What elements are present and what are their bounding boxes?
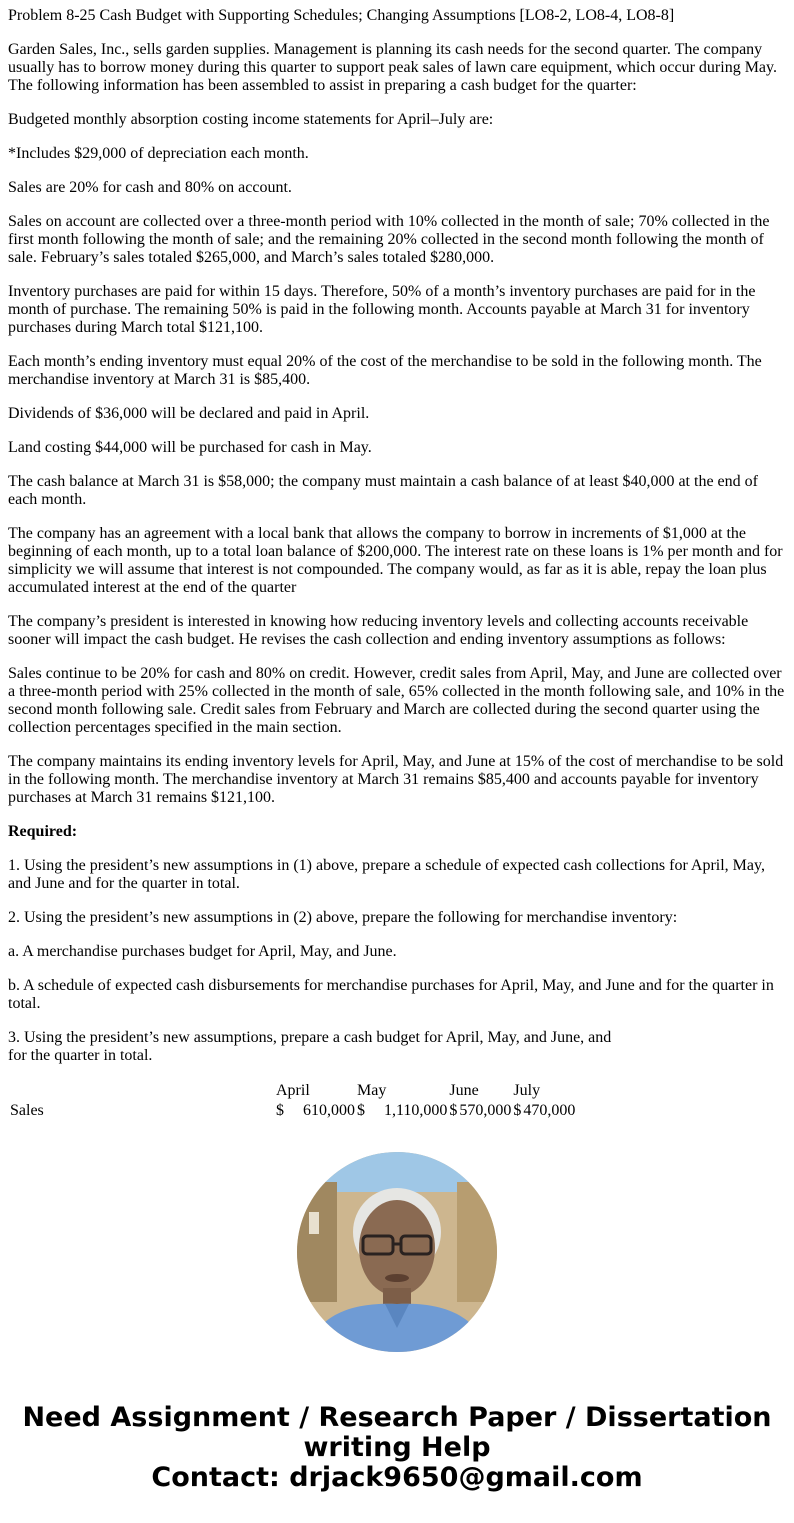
paragraph-inventory-purchases: Inventory purchases are paid for within 15 days. Therefore, 50% of a month’s inventory purchases are paid for in the month of purchase. The remaining 50% is paid in the following month. Accounts payable at March 31 for inventory purchases during March total $121,100. <box>8 283 756 336</box>
table-cell-currency: $ <box>357 1102 365 1119</box>
paragraph-new-inventory: The company maintains its ending inventory levels for April, May, and June at 15% of the cost of merchandise to be sold in the following month. The merchandise inventory at March 31 remains $85,400 and accounts payable for inventory purchases at March 31 remains $121,100. <box>8 753 784 806</box>
avatar-portrait-icon <box>297 1152 497 1352</box>
paragraph-president: The company’s president is interested in knowing how reducing inventory levels and collecting accounts receivable sooner will impact the cash budget. He revises the cash collection and ending inventory assumptions as follows: <box>8 613 749 648</box>
requirement-1: 1. Using the president’s new assumptions in (1) above, prepare a schedule of expected cash collections for April, May, and June and for the quarter in total. <box>8 857 765 892</box>
table-header-row <box>8 1081 576 1101</box>
avatar <box>297 1152 497 1352</box>
table-cell-currency: $ <box>513 1102 522 1119</box>
requirement-3-line1: 3. Using the president’s new assumptions, prepare a cash budget for April, May, and June, and <box>8 1029 612 1046</box>
paragraph-income-statements: Budgeted monthly absorption costing income statements for April–July are: <box>8 111 494 128</box>
table-cell-currency: $ <box>276 1102 284 1119</box>
paragraph-intro: Garden Sales, Inc., sells garden supplies. Management is planning its cash needs for the second quarter. The company usually has to borrow money during this quarter to support peak sales of lawn care equipment, which occur during May. The following information has been assembled to assist in preparing a cash budget for the quarter: <box>8 41 777 94</box>
paragraph-sales-split: Sales are 20% for cash and 80% on account. <box>8 179 292 196</box>
table-header-april: April <box>276 1082 310 1099</box>
table-header-july: July <box>513 1082 541 1099</box>
table-cell-currency: $ <box>449 1102 458 1119</box>
table-cell-value: 570,000 <box>459 1102 512 1119</box>
promo-banner <box>0 1403 794 1493</box>
requirement-2b: b. A schedule of expected cash disbursements for merchandise purchases for April, May, and June and for the quarter in total. <box>8 977 774 1012</box>
sales-table <box>8 1081 576 1121</box>
table-header-blank <box>8 1081 275 1101</box>
problem-title: Problem 8-25 Cash Budget with Supporting Schedules; Changing Assumptions [LO8-2, LO8-4, LO8-8] <box>8 7 675 24</box>
paragraph-depreciation-note: *Includes $29,000 of depreciation each month. <box>8 145 309 162</box>
table-header-may: May <box>357 1082 387 1099</box>
paragraph-collections: Sales on account are collected over a three-month period with 10% collected in the month of sale; 70% collected in the first month following the month of sale; and the remaining 20% collected in the second month following the month of sale. February’s sales totaled $265,000, and March’s sales totaled $280,000. <box>8 213 770 266</box>
document-body <box>8 7 788 1121</box>
paragraph-ending-inventory: Each month’s ending inventory must equal 20% of the cost of the merchandise to be sold in the following month. The merchandise inventory at March 31 is $85,400. <box>8 353 762 388</box>
table-header-june: June <box>449 1082 479 1099</box>
table-cell-value: 610,000 <box>303 1102 355 1119</box>
paragraph-new-collections: Sales continue to be 20% for cash and 80% on credit. However, credit sales from April, May, and June are collected over a three-month period with 25% collected in the month of sale, 65% collected in the month following sale, and 10% in the second month following sale. Credit sales from February and March are collected during the second quarter using the collection percentages specified in the main section. <box>8 665 785 736</box>
requirement-2: 2. Using the president’s new assumptions in (2) above, prepare the following for merchandise inventory: <box>8 909 678 926</box>
requirement-2a: a. A merchandise purchases budget for April, May, and June. <box>8 943 397 960</box>
paragraph-land: Land costing $44,000 will be purchased for cash in May. <box>8 439 372 456</box>
requirement-3-line2: for the quarter in total. <box>8 1047 153 1064</box>
promo-line-1: Need Assignment / Research Paper / Dissertation <box>22 1402 772 1433</box>
paragraph-bank-agreement: The company has an agreement with a local bank that allows the company to borrow in increments of $1,000 at the beginning of each month, up to a total loan balance of $200,000. The interest rate on these loans is 1% per month and for simplicity we will assume that interest is not compounded. The company would, as far as it is able, repay the loan plus accumulated interest at the end of the quarter <box>8 525 783 596</box>
requirement-3 <box>8 1029 628 1065</box>
table-row-label: Sales <box>10 1102 44 1119</box>
table-cell-value: 1,110,000 <box>384 1102 448 1119</box>
paragraph-dividends: Dividends of $36,000 will be declared and paid in April. <box>8 405 370 422</box>
table-row <box>8 1101 576 1121</box>
promo-contact: Contact: drjack9650@gmail.com <box>151 1462 643 1493</box>
paragraph-cash-balance: The cash balance at March 31 is $58,000; the company must maintain a cash balance of at least $40,000 at the end of each month. <box>8 473 758 508</box>
required-heading: Required: <box>8 823 78 840</box>
promo-line-2: writing Help <box>303 1432 491 1463</box>
table-cell-value: 470,000 <box>523 1102 576 1119</box>
